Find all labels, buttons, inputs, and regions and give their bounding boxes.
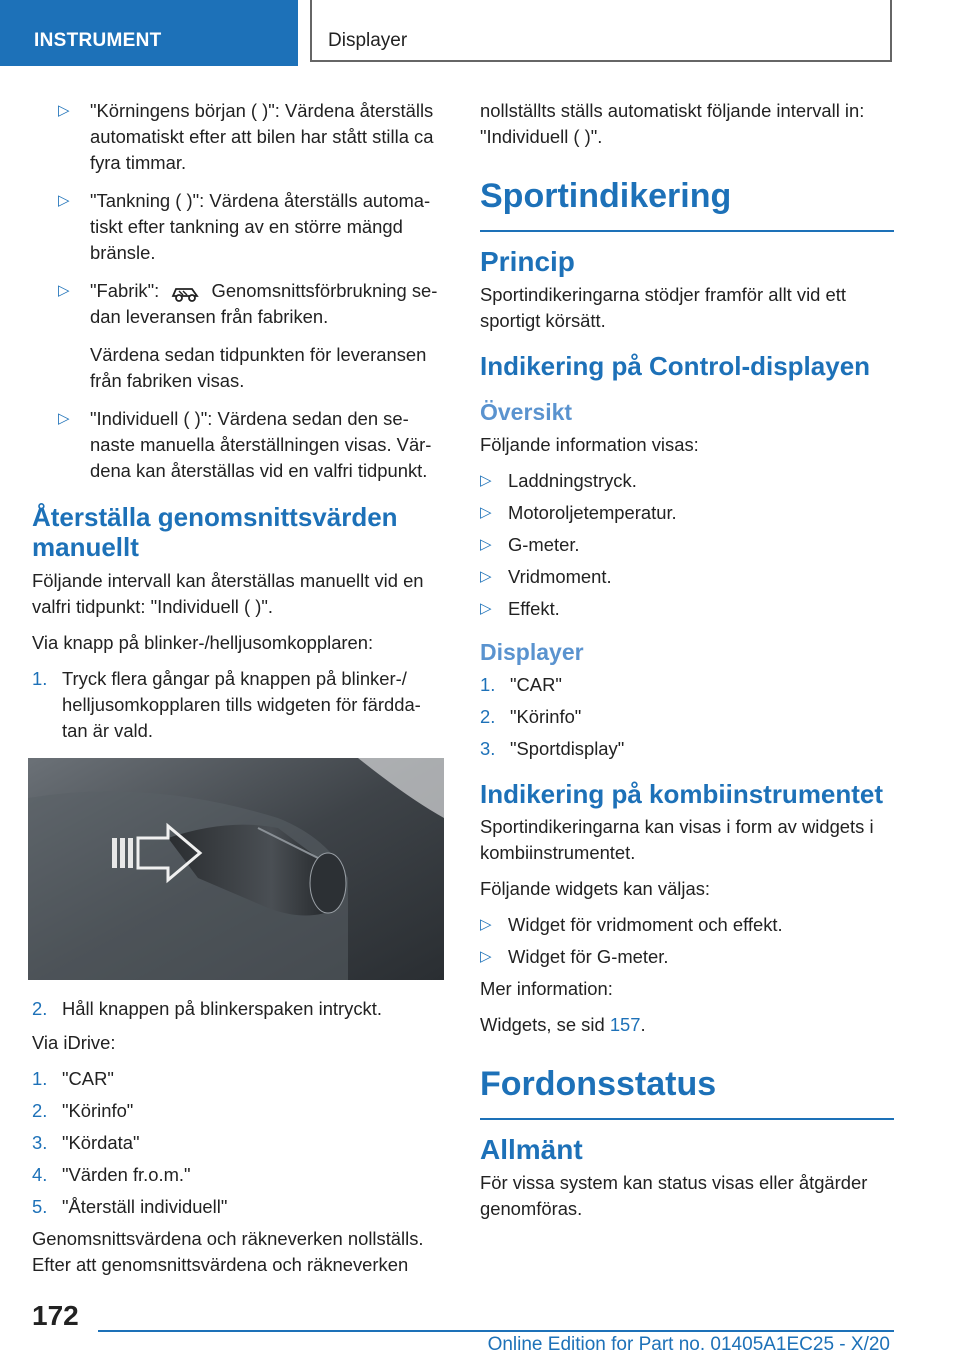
idrive-step [32, 1162, 444, 1188]
triangle-bullet-icon: ▷ [480, 600, 492, 617]
section-heading: Princip [480, 246, 575, 277]
chapter-heading: Fordonsstatus [480, 1064, 894, 1120]
step-text: "Värden fr.o.m." [62, 1164, 191, 1185]
step-number: 3. [480, 738, 496, 759]
cross-reference-suffix: . [640, 1014, 646, 1035]
triangle-bullet-icon: ▷ [58, 192, 70, 209]
paragraph: Via iDrive: [32, 1032, 116, 1053]
idrive-step [32, 1066, 444, 1092]
step-item [480, 672, 894, 698]
cross-reference [480, 1012, 894, 1038]
subsection-heading: Displayer [480, 639, 584, 665]
triangle-bullet-icon: ▷ [480, 472, 492, 489]
list-item-text: Widget för G-meter. [508, 946, 669, 967]
step-text: "Körinfo" [510, 706, 582, 727]
page-number: 172 [32, 1300, 79, 1331]
step-number: 2. [32, 1100, 48, 1121]
step-item [32, 666, 444, 744]
list-item-text: Effekt. [508, 598, 560, 619]
triangle-bullet-icon: ▷ [480, 504, 492, 521]
paragraph: Följande information visas: [480, 434, 699, 455]
step-text: "CAR" [62, 1068, 114, 1089]
list-item [480, 944, 894, 970]
step-item [480, 704, 894, 730]
triangle-bullet-icon: ▷ [58, 282, 70, 299]
list-item-text: Widget för vridmoment och effekt. [508, 914, 783, 935]
paragraph: Via knapp på blinker-/helljusomkopplaren: [32, 632, 374, 653]
paragraph: För vissa system kan status visas eller åtgärder genomföras. [480, 1172, 868, 1219]
triangle-bullet-icon: ▷ [480, 948, 492, 965]
list-item-text: Laddningstryck. [508, 470, 637, 491]
page-tab-label: Displayer [328, 30, 408, 51]
step-text: Tryck flera gångar på knappen på blinker-/ helljusomkopplaren tills widgeten för färdda‐tan är vald. [62, 668, 421, 741]
footer-divider [98, 1330, 894, 1332]
stalk-button-illustration [28, 758, 444, 980]
list-item [32, 188, 444, 266]
paragraph: Följande intervall kan återställas manuellt vid en valfri tidpunkt: "Individuell ( )". [32, 570, 424, 617]
idrive-step [32, 1194, 444, 1220]
triangle-bullet-icon: ▷ [480, 536, 492, 553]
section-heading: Indikering på kombiinstrumentet [480, 779, 884, 809]
list-item-text: "Fabrik": [90, 280, 160, 301]
step-number: 2. [480, 706, 496, 727]
list-item-text: G-meter. [508, 534, 580, 555]
list-item-text: "Körningens början ( )": Värdena återställs automatiskt efter att bilen har stått stilla ca fyra timmar. [90, 100, 434, 173]
cross-reference-text: Widgets, se sid [480, 1014, 605, 1035]
triangle-bullet-icon: ▷ [480, 916, 492, 933]
list-item-text: Vridmoment. [508, 566, 612, 587]
list-item [480, 468, 894, 494]
idrive-step [32, 1098, 444, 1124]
step-number: 1. [32, 1068, 48, 1089]
step-number: 4. [32, 1164, 48, 1185]
step-item [32, 996, 444, 1022]
step-text: "Sportdisplay" [510, 738, 625, 759]
step-number: 2. [32, 998, 48, 1019]
step-item [480, 736, 894, 762]
step-text: "Kördata" [62, 1132, 140, 1153]
section-heading: Återställa genomsnittsvärden manuellt [32, 502, 398, 562]
page-tab [310, 0, 892, 62]
step-text: Håll knappen på blinkerspaken intryckt. [62, 998, 382, 1019]
paragraph: Mer information: [480, 978, 613, 999]
left-column [32, 98, 444, 1288]
section-heading: Allmänt [480, 1134, 583, 1165]
triangle-bullet-icon: ▷ [58, 410, 70, 427]
paragraph: Sportindikeringarna kan visas i form av widgets i kombiinstrumentet. [480, 816, 874, 863]
page-header [0, 0, 960, 66]
step-text: "Återställ individuell" [62, 1196, 228, 1217]
section-tab-label: INSTRUMENT [34, 30, 162, 51]
step-number: 1. [32, 668, 48, 689]
subsection-heading: Översikt [480, 399, 573, 425]
factory-car-icon [170, 281, 200, 303]
list-item-note: Värdena sedan tidpunkten för leveransen från fabriken visas. [90, 344, 427, 391]
step-number: 1. [480, 674, 496, 695]
list-item [32, 278, 444, 330]
list-item-text: "Tankning ( )": Värdena återställs automa‐tiskt efter tankning av en större mängd bränsle. [90, 190, 431, 263]
section-heading: Indikering på Control-displayen [480, 351, 871, 381]
step-text: "CAR" [510, 674, 562, 695]
list-item-text: Genomsnittsförbrukning se‐dan leveransen från fabriken. [90, 280, 438, 327]
step-number: 5. [32, 1196, 48, 1217]
list-item-text: Motoroljetemperatur. [508, 502, 677, 523]
idrive-step [32, 1130, 444, 1156]
list-item [32, 98, 444, 176]
list-item [480, 596, 894, 622]
edition-note: Online Edition for Part no. 01405A1EC25 - X/20 [487, 1334, 890, 1355]
section-tab [0, 0, 298, 66]
chapter-heading: Sportindikering [480, 176, 894, 232]
stalk-illustration-svg [28, 758, 444, 980]
triangle-bullet-icon: ▷ [480, 568, 492, 585]
list-item [480, 912, 894, 938]
right-column [480, 98, 894, 1232]
paragraph: Sportindikeringarna stödjer framför allt vid ett sportigt körsätt. [480, 284, 846, 331]
paragraph: Genomsnittsvärdena och räkneverken nollställs. Efter att genomsnittsvärdena och räkneverken [32, 1228, 424, 1275]
list-item-text: "Individuell ( )": Värdena sedan den se‐naste manuella återställningen visas. Vär‐dena kan återställas vid en valfri tidpunkt. [90, 408, 432, 481]
list-item [32, 406, 444, 484]
step-text: "Körinfo" [62, 1100, 134, 1121]
step-number: 3. [32, 1132, 48, 1153]
triangle-bullet-icon: ▷ [58, 102, 70, 119]
paragraph: nollställts ställs automatiskt följande intervall in: "Individuell ( )". [480, 100, 865, 147]
list-item [480, 564, 894, 590]
list-item [480, 500, 894, 526]
paragraph: Följande widgets kan väljas: [480, 878, 711, 899]
page-link[interactable]: 157 [609, 1014, 641, 1035]
list-item [480, 532, 894, 558]
